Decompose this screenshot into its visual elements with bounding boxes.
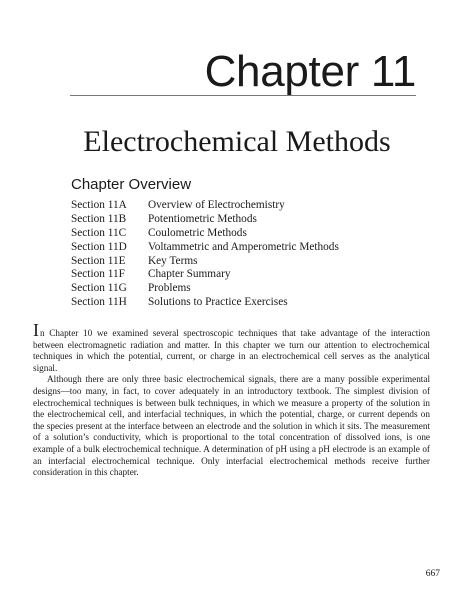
chapter-rule — [70, 95, 416, 96]
intro-paragraph — [33, 320, 430, 374]
chapter-overview-heading: Chapter Overview — [71, 176, 192, 193]
section-title: Overview of Electrochemistry — [148, 199, 285, 211]
section-number: Section 11B — [71, 212, 127, 225]
section-row — [71, 199, 339, 213]
section-title: Problems — [148, 282, 191, 295]
intro-paragraph-text: n Chapter 10 we examined several spectroscopic techniques that take advantage of the interaction between electromagnetic radiation and matter. In this chapter we turn our attention to electrochemical techniques in which the potential, current, or charge in an electrochemical cell serves as the analytical signal. — [33, 328, 430, 373]
section-title: Voltammetric and Amperometric Methods — [148, 240, 339, 253]
section-row — [71, 282, 339, 296]
section-list — [71, 199, 339, 310]
chapter-title: Electrochemical Methods — [83, 125, 391, 158]
section-row — [71, 255, 339, 269]
section-title: Solutions to Practice Exercises — [148, 296, 288, 309]
section-number: Section 11A — [71, 199, 127, 211]
section-number: Section 11F — [71, 268, 125, 281]
section-row — [71, 213, 339, 227]
body-text — [33, 320, 430, 479]
section-number: Section 11D — [71, 240, 127, 253]
section-row — [71, 268, 339, 282]
section-title: Coulometric Methods — [148, 226, 247, 239]
section-number: Section 11C — [71, 226, 127, 239]
page-number: 667 — [425, 569, 440, 579]
chapter-number-heading: Chapter 11 — [204, 47, 416, 96]
drop-cap: I — [33, 320, 39, 340]
section-title: Chapter Summary — [148, 268, 231, 281]
section-number: Section 11H — [71, 296, 127, 309]
section-title: Key Terms — [148, 254, 198, 267]
section-row — [71, 227, 339, 241]
section-row — [71, 241, 339, 255]
section-row — [71, 296, 339, 310]
section-number: Section 11E — [71, 254, 126, 267]
section-number: Section 11G — [71, 282, 127, 295]
body-paragraph: Although there are only three basic electrochemical signals, there are a many possible experimental designs—too many, in fact, to cover adequately in an introductory textbook. The simplest division of electrochemical techniques is between bulk techniques, in which we measure a property of the solution in the electrochemical cell, and interfacial techniques, in which the potential, charge, or current depends on the species present at the interface between an electrode and the solution in which it sits. The measurement of a solution’s conductivity, which is proportional to the total concentration of dissolved ions, is one example of a bulk electrochemical technique. A determination of pH using a pH electrode is an example of an interfacial electrochemical technique. Only interfacial electrochemical methods receive further consideration in this chapter. — [33, 374, 430, 478]
section-title: Potentiometric Methods — [148, 212, 257, 225]
